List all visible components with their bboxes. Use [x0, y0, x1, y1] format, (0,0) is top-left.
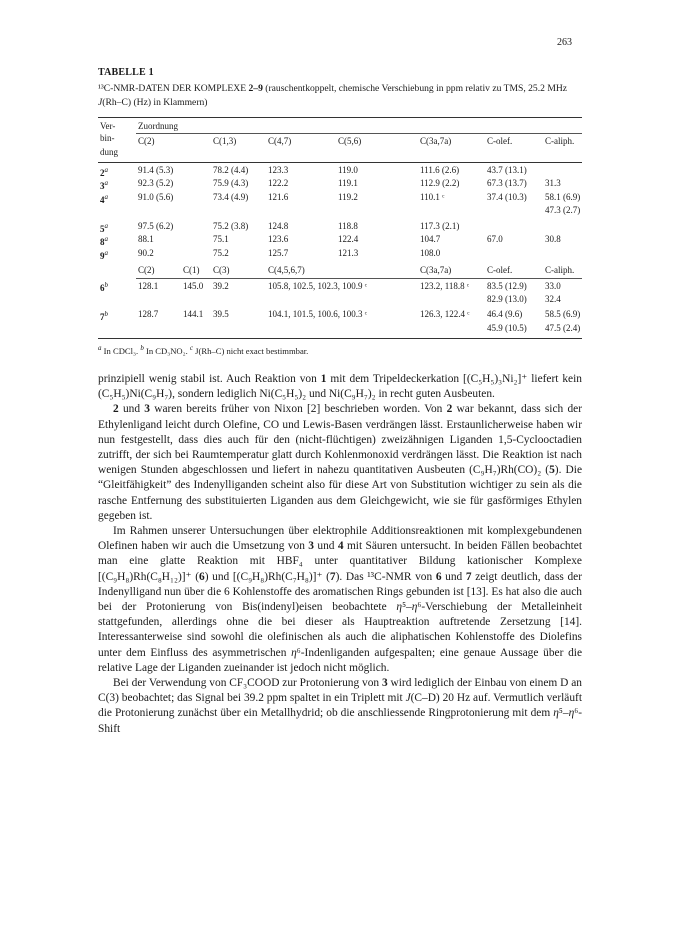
- text-run: waren bereits früher von Nixon [2] beschrieben worden. Von: [149, 403, 447, 416]
- column-header-b: C(3a,7a): [418, 261, 485, 278]
- footnote-mark: a: [98, 344, 102, 353]
- cell-c13: 75.9 (4.3): [213, 178, 249, 188]
- text-run: ). Die “Gleitfähigkeit” des Indenylliganden scheint also für diese Art von Substitution wichtiger zu sein als die rasche Entfernung des substituierten Liganden aus dem Gleichgewicht, wie sie für gasförmiges Ethylen gegeben ist.: [98, 464, 583, 522]
- footnote-mark: c: [189, 344, 194, 353]
- compound-ref: 2: [446, 403, 453, 416]
- cell-c47: 125.7: [268, 247, 289, 258]
- compound-ref: 3: [144, 403, 150, 416]
- paragraph: [98, 524, 582, 676]
- compound-number: [98, 294, 136, 310]
- text-run: ⁶-Shift: [98, 707, 582, 735]
- cell-aliph: 30.8: [545, 234, 561, 244]
- text-run: ⁶-Verschiebung der Metalleinheit stattgefunden, allerdings ohne die bei dieser als Hauptreaktion auftretende Zersetzung [14]. Interessanterweise sind sowohl die olefinischen als auch die aliphatischen Kohlenstoffe des Diolefins unter dem Einfluss des asymmetrischen: [98, 601, 582, 659]
- text-run: η: [396, 601, 403, 614]
- text-run: Bei der Verwendung von CF₃COOD zur Protonierung von: [113, 677, 382, 690]
- cell-c2: 92.3 (5.2): [138, 178, 174, 188]
- cell-c13: 75.1: [213, 234, 229, 244]
- text-run: ⁵–: [558, 707, 569, 720]
- cell-c56: 121.3: [338, 247, 359, 258]
- compound-label: 2: [100, 167, 105, 178]
- caption-part-j: J: [98, 97, 103, 108]
- cell-aliph: 47.5 (2.4): [543, 323, 582, 339]
- cell-olef: 82.9 (13.0): [487, 293, 527, 304]
- caption-part: (rauschentkoppelt, chemische Verschiebung in ppm relativ zu TMS, 25.2 MHz: [262, 83, 568, 94]
- cell-aliph: 58.5 (6.9): [545, 309, 581, 319]
- text-run: mit Säuren untersucht. In beiden Fällen beobachtet man eine glatte Reaktion mit HBF₄ unter quantitativer Bildung kationischer Komplexe [(C₉H₈)Rh(C₈H₁₂)]⁺ (: [98, 540, 582, 583]
- cell-c56: 118.8: [338, 220, 358, 231]
- cell-c56: 122.4: [338, 234, 359, 244]
- cell-c1: 144.1: [183, 309, 204, 319]
- cell-olef: 45.9 (10.5): [485, 323, 543, 339]
- compound-number: [98, 278, 136, 294]
- column-header: C(4,7): [266, 133, 336, 147]
- compound-ref: 5: [549, 464, 555, 477]
- compound-label: 6: [100, 283, 105, 293]
- cell-aliph: 33.0: [545, 280, 561, 291]
- text-run: (C–D) 20 Hz auf. Vermutlich verläuft die Protonierung zunächst über ein Metallhydrid; ob die anschliessende Ringprotonierung mit dem: [98, 692, 583, 720]
- cell-c56: 119.2: [338, 191, 358, 202]
- cell-c56: [336, 205, 418, 221]
- paragraph: [98, 676, 582, 737]
- cell-c13: 73.4 (4.9): [213, 191, 249, 202]
- paragraph: [98, 402, 582, 524]
- cell-c56: 119.0: [338, 164, 358, 175]
- compound-ref: 1: [320, 373, 327, 385]
- compound-number: [98, 248, 136, 262]
- text-run: mit dem Tripeldeckerkation [(C₅H₅)₃Ni₂]⁺ liefert kein (C₅H₅)Ni(C₉H₇), sondern lediglich Ni(C₅H₅)₂ und Ni(C₉H₇)₂ in recht guten Ausbeuten.: [98, 373, 582, 401]
- compound-label: 4: [100, 194, 105, 205]
- cell-olef: 37.4 (10.3): [487, 191, 527, 202]
- cell-c1: [181, 294, 211, 310]
- footnote-text: J(Rh–C) nicht exact bestimmbar.: [193, 346, 309, 356]
- text-run: wird lediglich der Einbau von einem D an C(3) beobachtet; das Signal bei 39.2 ppm spaltet in ein Triplett mit: [98, 677, 582, 705]
- table-footnote: [98, 346, 308, 356]
- cell-aliph: 31.3: [545, 178, 561, 188]
- footnote-mark: b: [140, 344, 144, 353]
- cell-c2: [136, 205, 211, 221]
- table-row: [98, 205, 582, 221]
- cell-c13: 75.2: [213, 247, 229, 258]
- table-label: TABELLE 1: [98, 67, 154, 78]
- compound-ref: 7: [465, 570, 472, 583]
- table-row: [98, 178, 582, 192]
- footnote-mark: a: [104, 192, 108, 201]
- cell-c4567: [266, 294, 418, 310]
- cell-c4567: 105.8, 102.5, 102.3, 100.9 ᶜ: [268, 280, 368, 291]
- table-caption: [98, 82, 582, 110]
- cell-c3: [211, 323, 266, 339]
- cell-c3a: 111.6 (2.6): [420, 164, 460, 175]
- compound-number: [98, 162, 136, 178]
- header-verbindung-3: dung: [98, 147, 136, 162]
- compound-ref: 6: [435, 570, 442, 583]
- compound-ref: 3: [381, 677, 388, 690]
- table-row: [98, 294, 582, 310]
- column-header-b: C(3): [211, 261, 266, 278]
- cell-c3a: 108.0: [420, 247, 441, 258]
- column-header: C-olef.: [485, 133, 543, 147]
- cell-c47: [266, 205, 336, 221]
- cell-c3a: 104.7: [420, 234, 441, 244]
- compound-number: [98, 234, 136, 248]
- footnote-mark: a: [104, 179, 108, 187]
- cell-olef: 83.5 (12.9): [487, 280, 527, 291]
- cell-olef: [485, 248, 543, 262]
- footnote-mark: a: [104, 221, 108, 230]
- cell-c3a: 112.9 (2.2): [420, 178, 460, 188]
- cell-c47: 121.6: [268, 191, 289, 202]
- table-row: [98, 162, 582, 178]
- cell-c13: [211, 205, 266, 221]
- text-run: ) und [(C₉H₈)Rh(C₇H₈)]⁺ (: [204, 570, 330, 583]
- column-header-b: C-olef.: [485, 261, 543, 278]
- column-header: C-aliph.: [543, 133, 582, 147]
- footnote-mark: a: [104, 235, 108, 243]
- text-run: η: [568, 707, 575, 720]
- caption-part: ¹³C-NMR-DATEN DER KOMPLEXE: [98, 83, 249, 94]
- text-run: η: [553, 707, 559, 720]
- column-header: C(3a,7a): [418, 133, 485, 147]
- cell-olef: 67.0: [487, 234, 503, 244]
- compound-ref: 6: [199, 570, 205, 583]
- compound-label: 9: [100, 250, 105, 261]
- cell-olef: 67.3 (13.7): [487, 178, 527, 188]
- cell-aliph: [543, 221, 582, 235]
- cell-c47: 124.8: [268, 220, 289, 231]
- cell-c1: [181, 323, 211, 339]
- cell-c56: 119.1: [338, 178, 358, 188]
- text-run: η: [411, 601, 418, 614]
- column-header-b: C(4,5,6,7): [266, 261, 418, 278]
- table-row: [98, 309, 582, 323]
- text-run: η: [291, 646, 297, 659]
- header-verbindung-1: Ver-: [98, 118, 136, 134]
- cell-c47: 122.2: [268, 178, 289, 188]
- body-text: [98, 372, 582, 737]
- text-run: und: [118, 403, 145, 416]
- compound-label: 5: [100, 223, 105, 234]
- cell-c2: [136, 323, 181, 339]
- cell-c3a: 126.3, 122.4 ᶜ: [420, 309, 470, 319]
- cell-c2: 90.2: [138, 247, 154, 258]
- paragraph: [98, 372, 582, 402]
- cell-aliph: 58.1 (6.9): [545, 191, 581, 202]
- column-header: C(1,3): [211, 133, 266, 147]
- table-row: [98, 221, 582, 235]
- cell-c4567: [266, 323, 418, 339]
- cell-aliph: [543, 162, 582, 178]
- cell-c13: 78.2 (4.4): [213, 164, 249, 175]
- cell-c2: 128.1: [138, 280, 159, 291]
- cell-c3: [211, 294, 266, 310]
- compound-label: 3: [100, 181, 105, 191]
- page-number: 263: [557, 37, 572, 48]
- cell-c3a: 110.1 ᶜ: [420, 191, 445, 202]
- cell-c2: 91.4 (5.3): [138, 164, 174, 175]
- cell-aliph: 32.4: [545, 293, 561, 304]
- cell-c2: 88.1: [138, 234, 154, 244]
- cell-c3a: [418, 294, 485, 310]
- cell-c3a: [418, 205, 485, 221]
- compound-label: 8: [100, 237, 105, 247]
- caption-part-compounds: 2–9: [248, 83, 263, 94]
- cell-aliph: [543, 248, 582, 262]
- cell-c3a: 117.3 (2.1): [420, 220, 460, 231]
- column-header-b: C-aliph.: [543, 261, 582, 278]
- table-row: [98, 234, 582, 248]
- footnote-text: In CDCl₃.: [101, 346, 141, 356]
- column-header: C(2): [136, 133, 211, 147]
- compound-number: [98, 309, 136, 323]
- cell-olef: 46.4 (9.6): [487, 309, 523, 319]
- text-run: ⁶-Indenliganden aufgespalten; eine genaue Aussage über die relative Lage der Liganden zueinander ist jedoch nicht möglich.: [98, 646, 583, 674]
- compound-ref: 4: [337, 540, 344, 553]
- nmr-data-table: [98, 117, 582, 339]
- cell-c3a: [418, 323, 485, 339]
- text-run: zeigt deutlich, dass der Indenylligand nun über die 6 Kohlenstoffe des aromatischen Rings gebunden ist [13]. Es hat also die auch bei der Protonierung von Bis(indenyl)eisen beobachtete: [98, 570, 582, 614]
- footnote-text: In CD₃NO₂.: [143, 346, 190, 356]
- text-run: ⁵–: [402, 601, 412, 614]
- text-run: Im Rahmen unserer Untersuchungen über elektrophile Additionsreaktionen mit komplexgebundenen Olefinen haben wir auch die Umsetzung von: [98, 525, 582, 553]
- compound-ref: 3: [308, 540, 314, 553]
- header-verbindung-2: bin-: [100, 133, 115, 143]
- text-run: und: [441, 570, 466, 583]
- cell-olef: [485, 221, 543, 235]
- cell-c2: 91.0 (5.6): [138, 191, 174, 202]
- footnote-mark: b: [104, 281, 108, 289]
- cell-olef: [485, 205, 543, 221]
- cell-c1: 145.0: [183, 280, 204, 291]
- text-run: und: [314, 540, 338, 553]
- text-run: war bekannt, dass sich der Ethylenligand leicht durch Olefine, CO und Lewis-Basen verdrängen lässt. Erstaunlicherweise haben wir nun festgestellt, dass dies auch für den (nicht-flüchtigen) zweizähnigen Liganden 1,5-Cyclooctadien zutrifft, der sich bei Raumtemperatur glatt durch Kohlenmonoxid verdrängen lässt. Die Reaktion ist nach wenigen Stunden abgeschlossen und liefert in nahezu quantitativen Ausbeuten (C₉H₇)Rh(CO)₂ (: [98, 403, 583, 477]
- cell-c13: 75.2 (3.8): [213, 220, 249, 231]
- cell-aliph: 47.3 (2.7): [545, 205, 581, 215]
- cell-c47: 123.6: [268, 234, 289, 244]
- compound-number: [98, 178, 136, 192]
- compound-ref: 7: [329, 570, 336, 583]
- table-row: [98, 248, 582, 262]
- footnote-mark: a: [104, 248, 108, 257]
- table-row: [98, 192, 582, 206]
- column-header: C(5,6): [336, 133, 418, 147]
- cell-c2: [136, 294, 181, 310]
- text-run: ). Das ¹³C-NMR von: [335, 570, 436, 583]
- text-run: prinzipiell wenig stabil ist. Auch Reaktion von: [98, 373, 321, 385]
- cell-c47: 123.3: [268, 164, 289, 175]
- compound-number: [98, 205, 136, 221]
- table-row: [98, 323, 582, 339]
- compound-ref: 2: [113, 403, 119, 416]
- header-zuordnung: Zuordnung: [136, 118, 582, 134]
- table-row: [98, 278, 582, 294]
- column-header-b: C(1): [181, 261, 211, 278]
- compound-label: 7: [100, 312, 105, 322]
- cell-c3: 39.2: [213, 280, 229, 291]
- text-run: J: [405, 692, 411, 705]
- column-header-b: C(2): [136, 261, 181, 278]
- cell-c3: 39.5: [213, 309, 229, 319]
- cell-c4567: 104.1, 101.5, 100.6, 100.3 ᶜ: [268, 309, 368, 319]
- compound-number: [98, 221, 136, 235]
- caption-part: (Rh–C) (Hz) in Klammern): [102, 97, 208, 108]
- cell-olef: 43.7 (13.1): [487, 164, 527, 175]
- compound-number: [98, 323, 136, 339]
- footnote-mark: b: [104, 310, 108, 318]
- compound-number: [98, 192, 136, 206]
- footnote-mark: a: [104, 165, 108, 174]
- cell-c3a: 123.2, 118.8 ᶜ: [420, 280, 470, 291]
- cell-c2: 128.7: [138, 309, 159, 319]
- cell-c2: 97.5 (6.2): [138, 220, 174, 231]
